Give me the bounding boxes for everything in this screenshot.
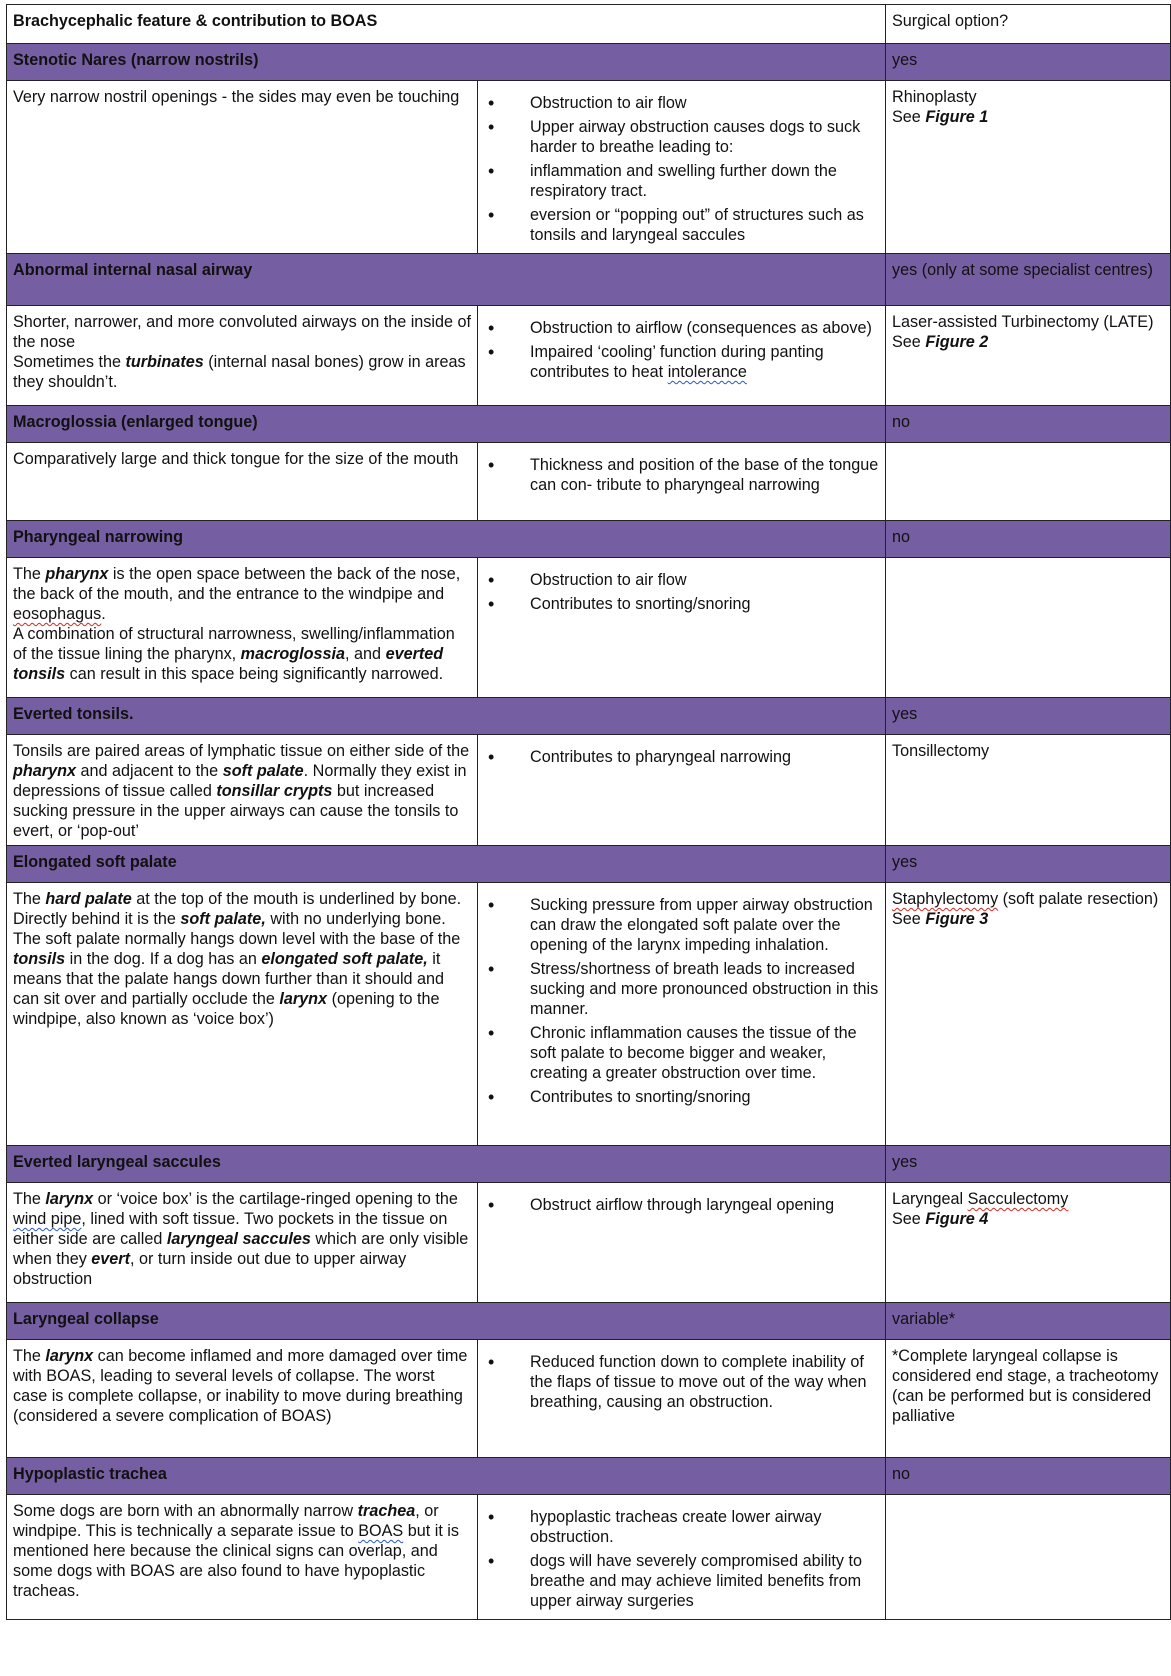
figure-ref: Figure 2	[925, 333, 989, 351]
table-header-row	[7, 5, 1171, 44]
surgery-cell	[886, 883, 1171, 1146]
term: everted tonsils	[13, 645, 444, 683]
description-text: Tonsils are paired areas of lymphatic tissue on either side of the	[13, 742, 470, 760]
see-label: See	[892, 108, 921, 126]
consequences	[478, 306, 886, 406]
description-text: .	[101, 605, 106, 623]
section-row	[7, 698, 1171, 735]
surgery-cell	[886, 1340, 1171, 1458]
term: laryngeal saccules	[166, 1230, 311, 1248]
description-text: Shorter, narrower, and more convoluted airways on the inside of the nose	[13, 313, 471, 351]
figure-ref: Figure 3	[925, 910, 989, 928]
section-row	[7, 1303, 1171, 1340]
description-text: , and	[345, 645, 382, 663]
description-text: , lined with soft tissue. Two pockets in the tissue on either side are called	[13, 1210, 448, 1248]
section-title: Everted tonsils.	[7, 698, 886, 735]
bullet-item: • Contributes to snorting/snoring	[484, 1087, 879, 1107]
flagged-word: wind pipe	[13, 1210, 82, 1228]
description-text: it means that the palate hangs down further than it should and can sit over and partially occlude the	[13, 950, 445, 1008]
description: Very narrow nostril openings - the sides may even be touching	[7, 81, 478, 254]
description	[7, 883, 478, 1146]
description-text: at the top of the mouth is underlined by bone. Directly behind it is the	[13, 890, 462, 928]
bullet-item: • hypoplastic tracheas create lower airway obstruction.	[484, 1507, 879, 1547]
header-surgical: Surgical option?	[886, 5, 1171, 44]
consequences	[478, 1495, 886, 1620]
flagged-word: eosophagus	[13, 605, 102, 623]
term: soft palate,	[180, 910, 266, 928]
surgery-cell	[886, 558, 1171, 698]
bullet-item: • Obstruction to airflow (consequences as above)	[484, 318, 879, 338]
description	[7, 1340, 478, 1458]
description-text: or ‘voice box’ is the cartilage-ringed opening to the	[97, 1190, 458, 1208]
bullet-item: • eversion or “popping out” of structures such as tonsils and laryngeal saccules	[484, 205, 879, 245]
bullet-item: • Upper airway obstruction causes dogs to suck harder to breathe leading to:	[484, 117, 879, 157]
description-text: (opening to the windpipe, also known as ‘voice box’)	[13, 990, 440, 1028]
description-text: (internal nasal bones) grow in areas they shouldn’t.	[13, 353, 466, 391]
detail-row	[7, 883, 1171, 1146]
description	[7, 558, 478, 698]
detail-row	[7, 1183, 1171, 1303]
detail-row	[7, 1340, 1171, 1458]
consequences	[478, 443, 886, 521]
section-title: Everted laryngeal saccules	[7, 1146, 886, 1183]
term: evert	[91, 1250, 130, 1268]
description-text: is the open space between the back of the nose, the back of the mouth, and the entrance to the windpipe and	[13, 565, 461, 603]
description-text: Some dogs are born with an abnormally narrow	[13, 1502, 354, 1520]
see-label: See	[892, 333, 921, 351]
surgical-option: no	[886, 521, 1171, 558]
term: trachea	[357, 1502, 416, 1520]
section-row	[7, 254, 1171, 306]
description-text: but increased sucking pressure in the upper airways can cause the tonsils to evert, or ‘pop-out’	[13, 782, 459, 840]
description-text: The	[13, 1190, 41, 1208]
boas-table	[6, 4, 1171, 1620]
term: soft palate	[222, 762, 304, 780]
term: larynx	[45, 1190, 94, 1208]
surgery-name: Tonsillectomy	[892, 742, 990, 760]
section-row	[7, 521, 1171, 558]
flagged-word: Sacculectomy	[967, 1190, 1069, 1208]
description-text: , or turn inside out due to upper airway obstruction	[13, 1250, 407, 1288]
consequences	[478, 735, 886, 846]
detail-row	[7, 735, 1171, 846]
surgical-option: variable*	[886, 1303, 1171, 1340]
section-title: Pharyngeal narrowing	[7, 521, 886, 558]
surgery-name: Laryngeal	[892, 1190, 964, 1208]
description	[7, 1495, 478, 1620]
detail-row	[7, 306, 1171, 406]
bullet-item: • inflammation and swelling further down the respiratory tract.	[484, 161, 879, 201]
description	[7, 1183, 478, 1303]
section-row	[7, 406, 1171, 443]
surgical-option: no	[886, 406, 1171, 443]
term: larynx	[45, 1347, 94, 1365]
surgery-name: (soft palate resection)	[1002, 890, 1159, 908]
flagged-word: intolerance	[667, 363, 747, 381]
bullet-item: • Obstruction to air flow	[484, 570, 879, 590]
description-text: and adjacent to the	[80, 762, 219, 780]
section-row	[7, 1458, 1171, 1495]
bullet-item: • Contributes to snorting/snoring	[484, 594, 879, 614]
description-text: with no underlying bone. The soft palate normally hangs down level with the base of the	[13, 910, 461, 948]
consequences	[478, 1183, 886, 1303]
surgery-cell	[886, 81, 1171, 254]
section-title: Laryngeal collapse	[7, 1303, 886, 1340]
description-text: can become inflamed and more damaged over time with BOAS, leading to several levels of collapse. The worst case is complete collapse, or inability to move during breathing (considered a severe complication of BOAS)	[13, 1347, 468, 1425]
detail-row	[7, 558, 1171, 698]
surgery-name: *Complete laryngeal collapse is considered end stage, a tracheotomy (can be performed but is considered palliative	[892, 1347, 1159, 1425]
term: macroglossia	[240, 645, 346, 663]
bullet-item: • Thickness and position of the base of the tongue can con- tribute to pharyngeal narrowing	[484, 455, 879, 495]
section-title: Macroglossia (enlarged tongue)	[7, 406, 886, 443]
figure-ref: Figure 1	[925, 108, 989, 126]
surgical-option: yes (only at some specialist centres)	[886, 254, 1171, 306]
description	[7, 735, 478, 846]
bullet-item: • dogs will have severely compromised ability to breathe and may achieve limited benefits from upper airway surgeries	[484, 1551, 879, 1611]
section-title: Elongated soft palate	[7, 846, 886, 883]
surgical-option: no	[886, 1458, 1171, 1495]
surgery-cell	[886, 443, 1171, 521]
bullet-item: • Contributes to pharyngeal narrowing	[484, 747, 879, 767]
description-text: in the dog. If a dog has an	[69, 950, 257, 968]
bullet-item: • Obstruct airflow through laryngeal opening	[484, 1195, 879, 1215]
description-text: , or windpipe. This is technically a separate issue to	[13, 1502, 439, 1540]
bullet-item: • Obstruction to air flow	[484, 93, 879, 113]
bullet-item: • Reduced function down to complete inability of the flaps of tissue to move out of the way when breathing, causing an obstruction.	[484, 1352, 879, 1412]
section-title: Hypoplastic trachea	[7, 1458, 886, 1495]
section-row	[7, 846, 1171, 883]
description-text: The	[13, 1347, 41, 1365]
term: elongated soft palate,	[261, 950, 428, 968]
detail-row	[7, 1495, 1171, 1620]
surgery-cell	[886, 1183, 1171, 1303]
flagged-word: Staphylectomy	[892, 890, 999, 908]
description-text: . Normally they exist in depressions of tissue called	[13, 762, 467, 800]
surgical-option: yes	[886, 1146, 1171, 1183]
term: pharynx	[45, 565, 109, 583]
section-title: Abnormal internal nasal airway	[7, 254, 886, 306]
surgery-name: Laser-assisted Turbinectomy (LATE)	[892, 313, 1154, 331]
section-title: Stenotic Nares (narrow nostrils)	[7, 44, 886, 81]
description-text: The	[13, 890, 41, 908]
bullet-item: • Chronic inflammation causes the tissue of the soft palate to become bigger and weaker, creating a greater obstruction over time.	[484, 1023, 879, 1083]
section-row	[7, 1146, 1171, 1183]
term: tonsils	[13, 950, 66, 968]
description-text: Sometimes the	[13, 353, 121, 371]
see-label: See	[892, 910, 921, 928]
term: pharynx	[13, 762, 76, 780]
figure-ref: Figure 4	[925, 1210, 989, 1228]
section-row	[7, 44, 1171, 81]
surgery-cell	[886, 1495, 1171, 1620]
term: turbinates	[125, 353, 204, 371]
consequences	[478, 883, 886, 1146]
surgical-option: yes	[886, 698, 1171, 735]
description-text: which are only visible when they	[13, 1230, 469, 1268]
surgical-option: yes	[886, 44, 1171, 81]
detail-row	[7, 81, 1171, 254]
term: hard palate	[45, 890, 132, 908]
consequences	[478, 558, 886, 698]
description-text: The	[13, 565, 41, 583]
header-feature: Brachycephalic feature & contribution to BOAS	[7, 5, 886, 44]
consequences	[478, 1340, 886, 1458]
description-text: A combination of structural narrowness, swelling/inflammation of the tissue lining the pharynx,	[13, 625, 455, 663]
detail-row	[7, 443, 1171, 521]
term: tonsillar crypts	[216, 782, 333, 800]
bullet-text: Impaired ‘cooling’ function during panting contributes to heat	[530, 343, 824, 381]
bullet-item	[484, 342, 879, 382]
surgery-cell	[886, 306, 1171, 406]
description	[7, 306, 478, 406]
bullet-item: • Sucking pressure from upper airway obstruction can draw the elongated soft palate over the opening of the larynx impeding inhalation.	[484, 895, 879, 955]
surgery-name: Rhinoplasty	[892, 88, 977, 106]
bullet-item: • Stress/shortness of breath leads to increased sucking and more pronounced obstruction in this manner.	[484, 959, 879, 1019]
description: Comparatively large and thick tongue for the size of the mouth	[7, 443, 478, 521]
consequences	[478, 81, 886, 254]
surgery-cell	[886, 735, 1171, 846]
surgical-option: yes	[886, 846, 1171, 883]
description-text: but it is mentioned here because the clinical signs can overlap, and some dogs with BOAS are also found to have hypoplastic tracheas.	[13, 1522, 460, 1600]
flagged-word: BOAS	[358, 1522, 404, 1540]
term: larynx	[279, 990, 328, 1008]
description-text: can result in this space being significantly narrowed.	[69, 665, 444, 683]
see-label: See	[892, 1210, 921, 1228]
